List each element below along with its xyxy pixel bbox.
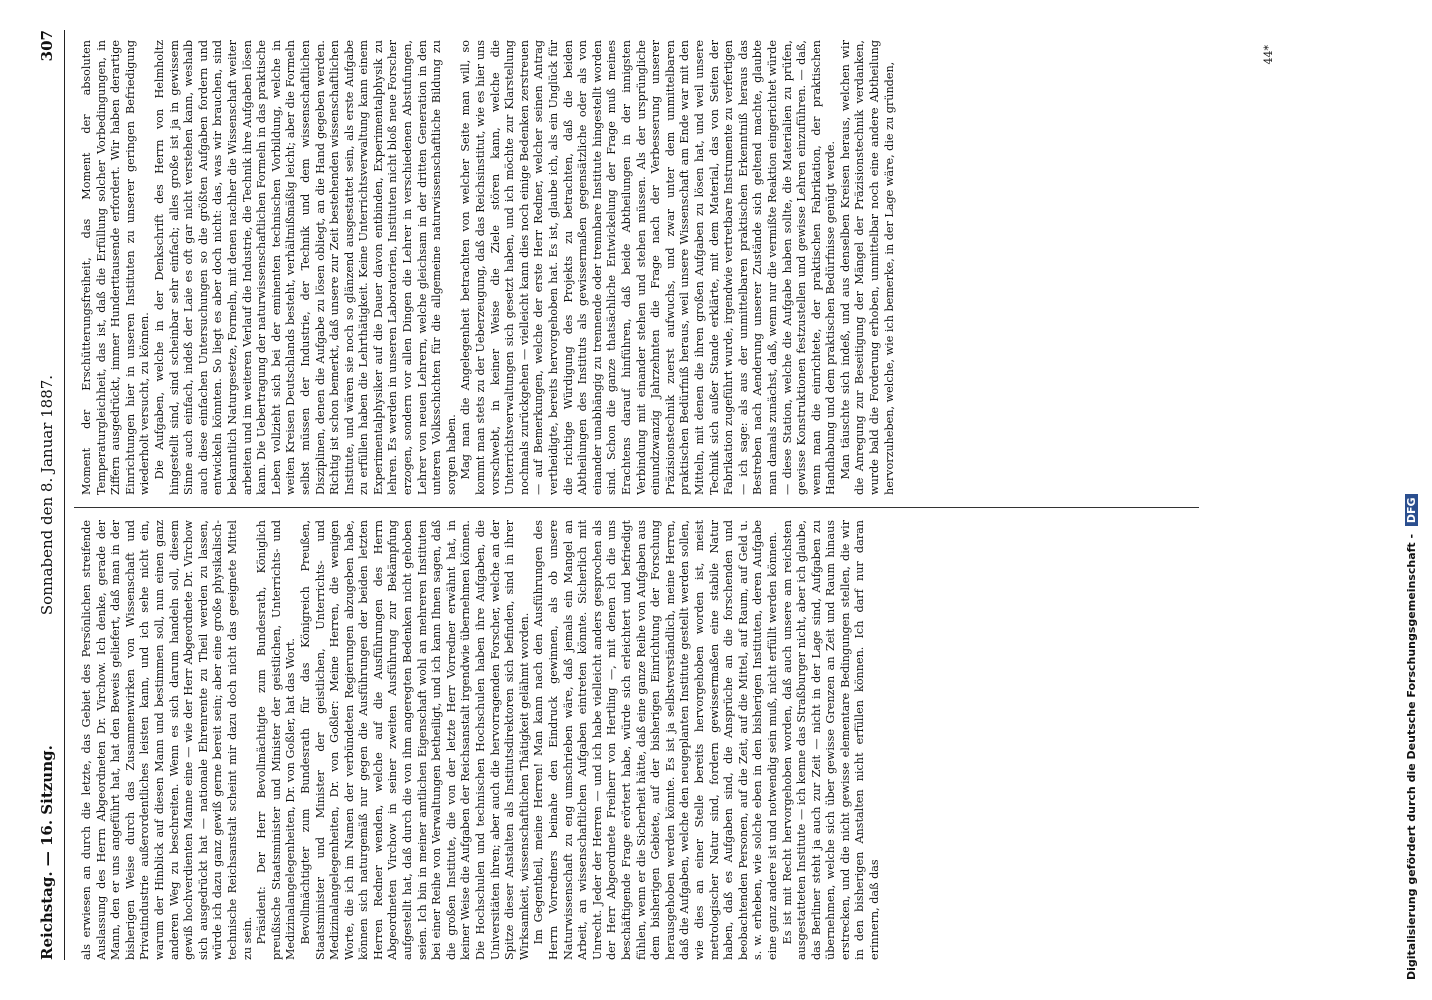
paragraph: Präsident: Der Herr Bevollmächtigte zum Bundesrath, Königlich preußische Staatsminister und Minister der geistlichen, Unterrichts- und Medizinalangelegenheiten, Dr. von Goßler, hat das Wort. bbox=[255, 520, 298, 960]
left-column bbox=[80, 520, 1200, 960]
page-header bbox=[38, 30, 65, 960]
paragraph: Mag man die Angelegenheit betrachten von welcher Seite man will, so kommt man stets zu der Ueberzeugung, daß das Reichsinstitut, wie es hier uns vorschwebt, in keiner Weise die Ziele stören kann, welche die Unterrichtsverwaltungen sich gesetzt haben, und ich möchte zur Klarstellung nochmals zurückgehen — vielleicht kann dies noch einige Bedenken zerstreuen — auf Bemerkungen, welche der erste Herr Redner, welcher seinen Antrag vertheidigte, bereits hervorgehoben hat. Es ist, glaube ich, als ein Unglück für die richtige Würdigung des Projekts zu betrachten, daß die beiden Abtheilungen des Instituts als gewissermaßen gegensätzliche oder als von einander unabhängig zu trennende oder trennbare Institute hingestellt worden sind. Schon die ganze thatsächliche Entwickelung der Frage muß meines Erachtens darauf hinführen, daß beide Abtheilungen in der innigsten Verbindung mit einander stehen und stehen müssen. Als der ursprüngliche einundzwanzig Jahrzehnten die Frage nach der Verbesserung unserer Präzisionstechnik zuerst aufwuchs, und zwar unter dem unmittelbaren praktischen Bedürfniß heraus, weil unsere Wissenschaft am Ende war mit den Mitteln, mit denen die ihren großen Aufgaben zu lösen hat, und weil unsere Technik sich außer Stande erklärte, mit dem Material, das von Seiten der Fabrikation zugeführt wurde, irgendwie vertretbare Instrumente zu verfertigen — ich sage: als aus der unmittelbaren praktischen Erkenntniß heraus das Bestreben nach Aenderung unserer Zustände sich geltend machte, glaubte man damals zunächst, daß, wenn nur die vermißte Reaktion eingerichtet würde — diese Station, welche die Aufgabe haben sollte, die Materialien zu prüfen, gewisse Konstruktionen festzustellen und gewisse Lehren einzuführen. — daß, wenn man die einrichtete, der praktischen Fabrikation, der praktischen Handhabung und dem praktischen Bedürfnisse genügt werde. bbox=[459, 40, 838, 495]
right-column bbox=[80, 40, 1200, 495]
paragraph: Die Aufgaben, welche in der Denkschrift des Herrn von Helmholtz hingestellt sind, sind scheinbar sehr einfach; alles große ist ja in gewissem Sinne auch einfach, indeß der Laie es oft gar nicht verstehen kann, weshalb auch diese einfachen Untersuchungen so die größten Aufgaben fordern und entwickeln könnten. So liegt es aber doch nicht: das, was wir brauchen, sind bekanntlich Naturgesetze, Formeln, mit denen nachher die Wissenschaft weiter arbeiten und im weiteren Verlauf die Industrie, die Technik ihre Aufgaben lösen kann. Die Uebertragung der naturwissenschaftlichen Formeln in das praktische Leben vollzieht sich bei der eminenten technischen Vorbildung, welche in weiten Kreisen Deutschlands besteht, verhältnißmäßig leicht; aber die Formeln selbst müssen der Industrie, der Technik und dem wissenschaftlichen Disziplinen, denen die Aufgabe zu lösen obliegt, an die Hand gegeben werden. Richtig ist schon bemerkt, daß unsere zur Zeit bestehenden wissenschaftlichen Institute, und wären sie noch so glänzend ausgestattet sein, als erste Aufgabe zu erfüllen haben die Lehrthätigkeit. Keine Unterrichtsverwaltung kann einem Experimentalphysiker auf die Dauer davon entbinden, Experimentalphysik zu lehren. Es werden in unseren Laboratorien, Instituten nicht bloß neue Forscher erzogen, sondern vor allen Dingen die Lehrer in verschiedenen Abstufungen, Lehrer von neuen Lehrern, welche gleichsam in der dritten Generation in den unteren Volksschichten für die allgemeine naturwissenschaftliche Bildung zu sorgen haben. bbox=[152, 40, 458, 495]
paragraph: Man täuschte sich indeß, und aus denselben Kreisen heraus, welchen wir die Anregung zur Beseitigung der Mängel der Präzisionstechnik verdanken, wurde bald die Forderung erhoben, unmittelbar noch eine andere Abtheilung hervorzuheben, welche, wie ich bemerke, in der Lage wäre, die zu gründen, bbox=[838, 40, 896, 495]
paragraph: Bevollmächtigter zum Bundesrath für das Königreich Preußen, Staatsminister und Minister der geistlichen, Unterrichts- und Medizinalangelegenheiten, Dr. von Goßler: Meine Herren, die wenigen Worte, die ich im Namen der verbündeten Regierungen abzugeben habe, können sich naturgemäß nur gegen die Ausführungen der beiden letzten Herren Redner wenden, welche auf die Ausführungen des Herrn Abgeordneten Virchow in seiner zweiten Ausführung zur Bekämpfung aufgestellt hat, daß durch die von ihm angeregten Bedenken nicht gehoben seien. Ich bin in meiner amtlichen Eigenschaft wohl an mehreren Instituten bei einer Reihe von Verwaltungen betheiligt, und ich kann Ihnen sagen, daß die großen Institute, die von der letzte Herr Vorredner erwähnt hat, in keiner Weise die Aufgaben der Reichsanstalt irgendwie übernehmen können. Die Hochschulen und technischen Hochschulen haben ihre Aufgaben, die Universitäten ihren; aber auch die hervorragenden Forscher, welche an der Spitze dieser Anstalten als Institutsdirektoren sich befinden, sind in ihrer Wirksamkeit, wissenschaftlichen Thätigkeit gelähmt worden. bbox=[298, 520, 531, 960]
digitization-stamp bbox=[1405, 20, 1418, 980]
column-divider bbox=[74, 507, 1199, 508]
paragraph: Moment der Erschütterungsfreiheit, das Moment der absoluten Temperaturgleichheit, das ist, daß die Erfüllung solcher Vorbedingungen, in Ziffern ausgedrückt, immer Hunderttausende erfordert. Wir haben derartige Einrichtungen hier in unseren Instituten zu unserer geringen Befriedigung wiederholt versucht, zu können. bbox=[80, 40, 152, 495]
header-date: Sonnabend den 8. Januar 1887. bbox=[38, 374, 56, 616]
paragraph: Im Gegentheil, meine Herren! Man kann nach den Ausführungen des Herrn Vorredners beinahe den Eindruck gewinnen, als ob unsere Naturwissenschaft zu eng umschrieben wäre, daß jemals ein Mangel an Arbeit, an wissenschaftlichen Aufgaben eintreten könnte. Sicherlich mit Unrecht. Jeder der Herren — und ich habe vielleicht anders gesprochen als der Herr Abgeordnete Freiherr von Hertling —, mit denen ich die uns beschäftigende Frage erörtert habe, würde sich erleichtert und befriedigt fühlen, wenn er die Sicherheit hätte, daß eine ganze Reihe von Aufgaben aus dem bisherigen Gebiete, auf der bisherigen Einrichtung der Forschung herausgehoben werden könnte. Es ist ja selbstverständlich, meine Herren, daß die Aufgaben, welche den neugeplanten Institute gestellt werden sollen, wie dies an einer Stelle bereits hervorgehoben worden ist, meist metrologischer Natur sind, fordern gewissermaßen eine stabile Natur haben, daß es Aufgaben sind, die Ansprüche an die forschenden und beobachtenden Personen, auf die Zeit, auf die Mittel, auf Raum, auf Geld u. s. w. erheben, wie solche eben in den bisherigen Instituten, deren Aufgabe eine ganz andere ist und notwendig sein muß, nicht erfüllt werden können. bbox=[532, 520, 779, 960]
stamp-text: Digitalisierung gefördert durch die Deutsche Forschungsgemeinschaft - bbox=[1405, 533, 1418, 980]
paragraph: als erwiesen an durch die letzte, das Gebiet des Persönlichen streifende Auslassung des Herrn Abgeordneten Dr. Virchow. Ich denke, gerade der Mann, den er uns angeführt hat, hat den Beweis geliefert, daß man in der bisherigen Weise durch das Zusammenwirken von Wissenschaft und Privatindustrie außerordentliches leisten kann, und ich sehe nicht ein, warum der Hinblick auf diesen Mann und bestimmen soll, nun einen ganz anderen Weg zu beschreiten. Wenn es sich darum handeln soll, diesem gewiß hochverdienten Manne eine — wie der Herr Abgeordnete Dr. Virchow sich ausgedrückt hat — nationale Ehrenrente zu Theil werden zu lassen, würde ich dazu ganz gewiß gerne bereit sein; aber eine große physikalisch-technische Reichsanstalt scheint mir dazu doch nicht das geeignete Mittel zu sein. bbox=[80, 520, 254, 960]
paragraph: Es ist mit Recht hervorgehoben worden, daß auch unsere am reichsten ausgestatteten Institute — ich kenne das Straßburger nicht, aber ich glaube, das Berliner steht ja auch zur Zeit — nicht in der Lage sind, Aufgaben zu übernehmen, welche sich über gewisse Grenzen an Zeit und Raum hinaus erstrecken, und die nicht gewisse elementare Bedingungen stellen, die wir in den bisherigen Anstalten nicht erfüllen können. Ich darf nur daran erinnern, daß das bbox=[780, 520, 882, 960]
dfg-logo: DFG bbox=[1405, 494, 1418, 526]
header-session: Reichstag. — 16. Sitzung. bbox=[38, 745, 56, 960]
signature-mark: 44* bbox=[1262, 45, 1275, 65]
page-number: 307 bbox=[38, 30, 56, 62]
